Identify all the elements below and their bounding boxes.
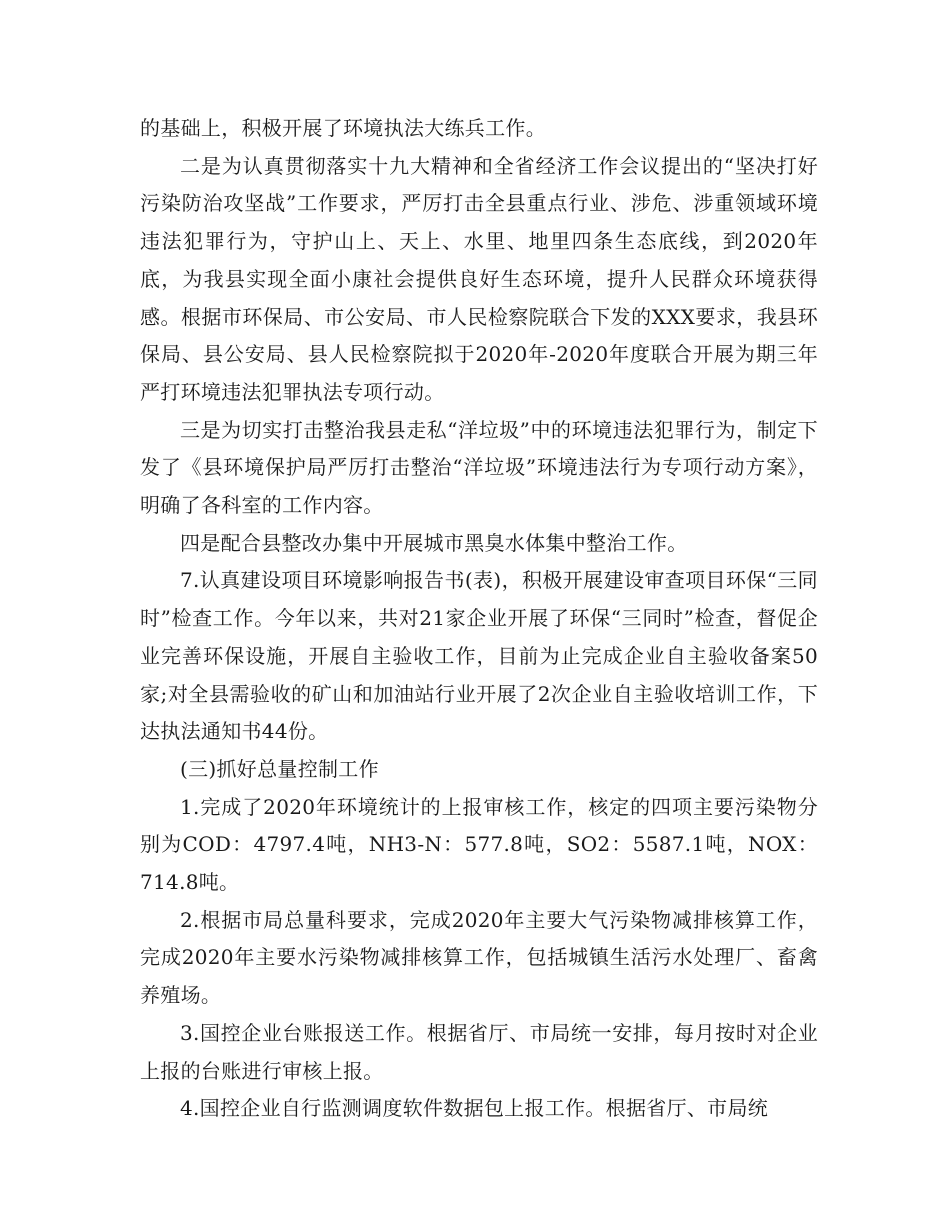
paragraph-5: 7.认真建设项目环境影响报告书(表)，积极开展建设审查项目环保“三同时”检查工作。今年以来，共对21家企业开展了环保“三同时”检查，督促企业完善环保设施，开展自主验收工作，目前为止完成企业自主验收备案50家;对全县需验收的矿山和加油站行业开展了2次企业自主验收培训工作，下达执法通知书44份。: [140, 568, 818, 744]
paragraph-4: 四是配合县整改办集中开展城市黑臭水体集中整治工作。: [180, 530, 688, 555]
paragraph-7: 1.完成了2020年环境统计的上报审核工作，核定的四项主要污染物分别为COD：4797.4吨，NH3-N：577.8吨，SO2：5587.1吨，NOX：714.8吨。: [140, 794, 818, 895]
paragraph-2: 二是为认真贯彻落实十九大精神和全省经济工作会议提出的“坚决打好污染防治攻坚战”工作要求，严厉打击全县重点行业、涉危、涉重领域环境违法犯罪行为，守护山上、天上、水里、地里四条生态底线，到2020年底，为我县实现全面小康社会提供良好生态环境，提升人民群众环境获得感。根据市环保局、市公安局、市人民检察院联合下发的XXX要求，我县环保局、县公安局、县人民检察院拟于2020年-2020年度联合开展为期三年严打环境违法犯罪执法专项行动。: [140, 153, 818, 404]
paragraph-3: 三是为切实打击整治我县走私“洋垃圾”中的环境违法犯罪行为，制定下发了《县环境保护局严厉打击整治“洋垃圾”环境违法行为专项行动方案》，明确了各科室的工作内容。: [140, 417, 818, 518]
section-heading: (三)抓好总量控制工作: [180, 756, 379, 781]
paragraph-8: 2.根据市局总量科要求，完成2020年主要大气污染物减排核算工作，完成2020年主要水污染物减排核算工作，包括城镇生活污水处理厂、畜禽养殖场。: [140, 907, 818, 1008]
paragraph-9: 3.国控企业台账报送工作。根据省厅、市局统一安排，每月按时对企业上报的台账进行审核上报。: [140, 1020, 818, 1083]
document-body: [140, 110, 818, 1128]
paragraph-10: 4.国控企业自行监测调度软件数据包上报工作。根据省厅、市局统: [180, 1096, 769, 1121]
paragraph-1: 的基础上，积极开展了环境执法大练兵工作。: [140, 116, 546, 140]
